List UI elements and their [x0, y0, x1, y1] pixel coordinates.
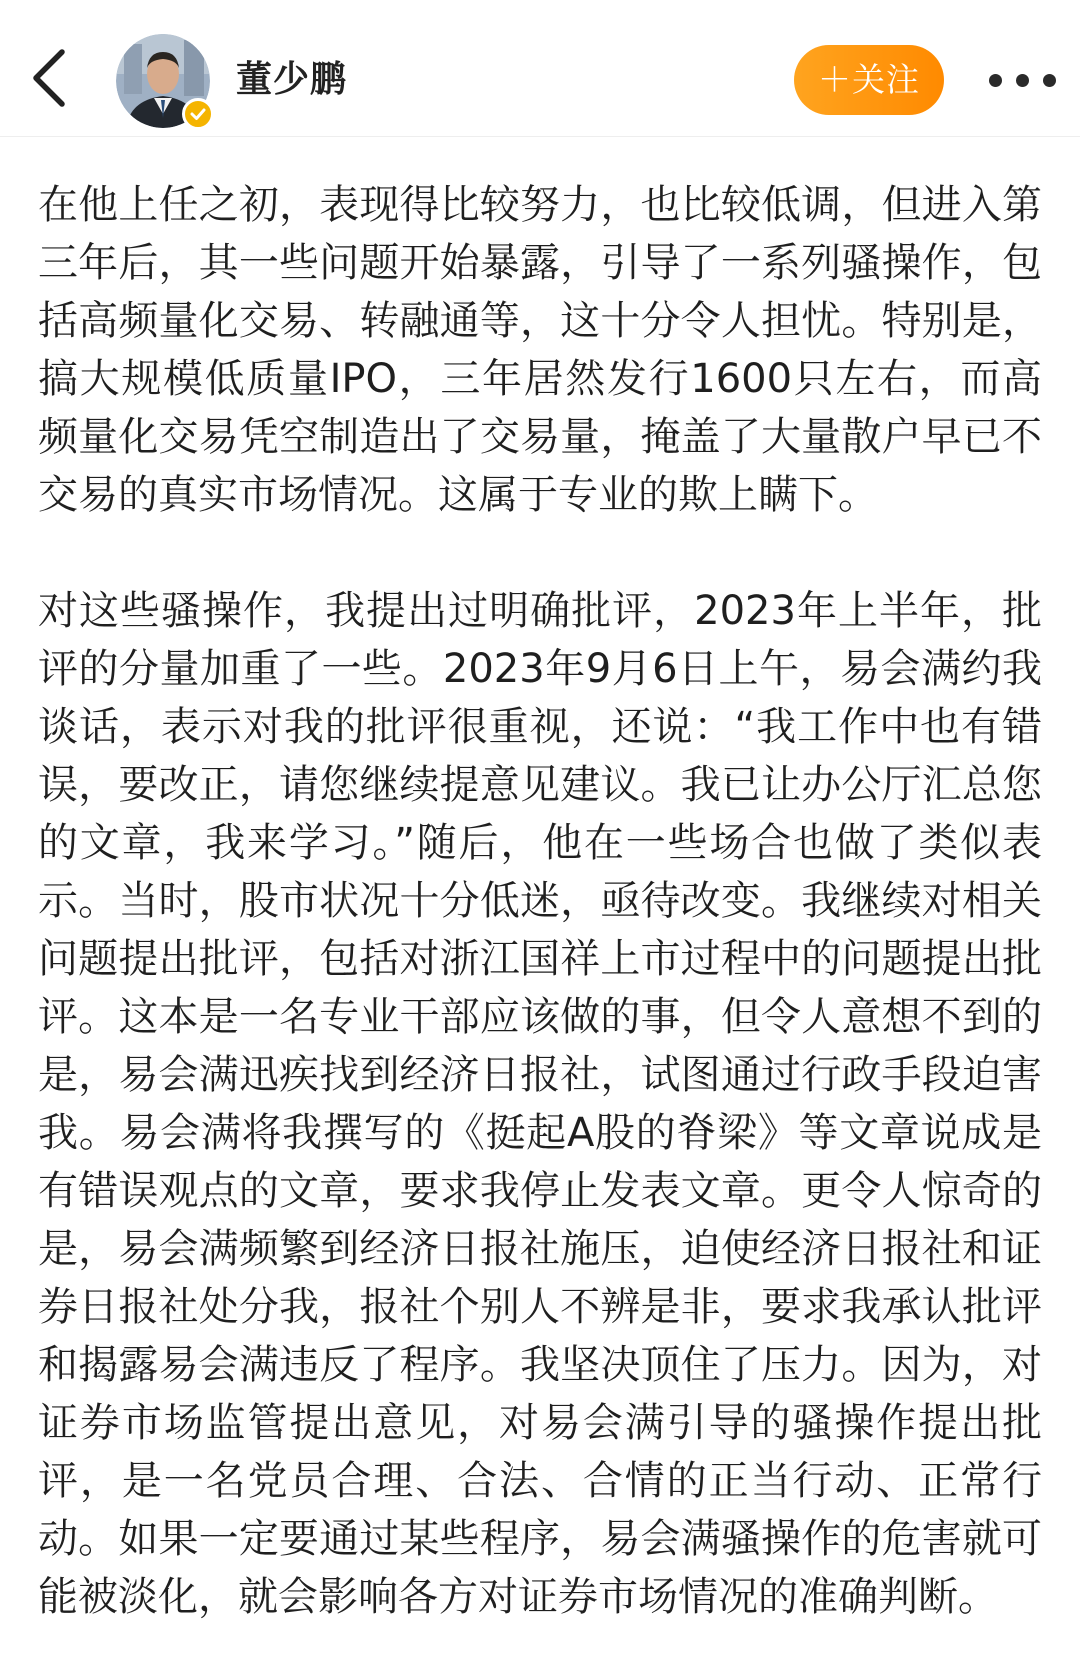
verified-check-icon — [182, 98, 214, 130]
username[interactable]: 董少鹏 — [236, 59, 348, 100]
more-button[interactable] — [985, 62, 1063, 98]
back-button[interactable] — [22, 40, 76, 116]
more-horizontal-icon — [989, 74, 1002, 87]
avatar[interactable] — [116, 34, 210, 128]
post-body — [38, 176, 1042, 1626]
top-nav-bar — [0, 0, 1080, 137]
more-horizontal-icon — [1043, 74, 1056, 87]
follow-button[interactable]: ＋关注 — [794, 45, 944, 115]
post-paragraph: 对这些骚操作，我提出过明确批评，2023年上半年，批评的分量加重了一些。2023年9月6日上午，易会满约我谈话，表示对我的批评很重视，还说：“我工作中也有错误，要改正，请您继续提意见建议。我已让办公厅汇总您的文章，我来学习。”随后，他在一些场合也做了类似表示。当时，股市状况十分低迷，亟待改变。我继续对相关问题提出批评，包括对浙江国祥上市过程中的问题提出批评。这本是一名专业干部应该做的事，但令人意想不到的是，易会满迅疾找到经济日报社，试图通过行政手段迫害我。易会满将我撰写的《挺起A股的脊梁》等文章说成是有错误观点的文章，要求我停止发表文章。更令人惊奇的是，易会满频繁到经济日报社施压，迫使经济日报社和证券日报社处分我，报社个别人不辨是非，要求我承认批评和揭露易会满违反了程序。我坚决顶住了压力。因为，对证券市场监管提出意见，对易会满引导的骚操作提出批评，是一名党员合理、合法、合情的正当行动、正常行动。如果一定要通过某些程序，易会满骚操作的危害就可能被淡化，就会影响各方对证券市场情况的准确判断。 — [38, 588, 1042, 1620]
more-horizontal-icon — [1016, 74, 1029, 87]
post-paragraph: 在他上任之初，表现得比较努力，也比较低调，但进入第三年后，其一些问题开始暴露，引导了一系列骚操作，包括高频量化交易、转融通等，这十分令人担忧。特别是，搞大规模低质量IPO，三年居然发行1600只左右，而高频量化交易凭空制造出了交易量，掩盖了大量散户早已不交易的真实市场情况。这属于专业的欺上瞒下。 — [38, 182, 1042, 518]
chevron-left-icon — [22, 40, 76, 116]
